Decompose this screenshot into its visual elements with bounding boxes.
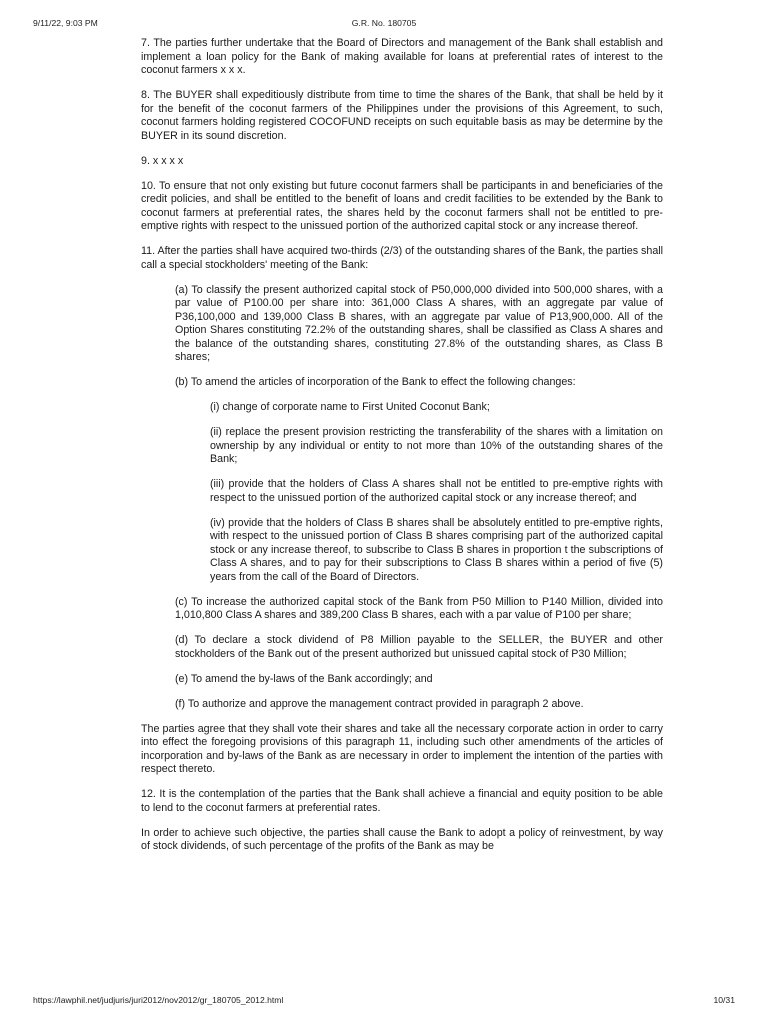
paragraph-8: 8. The BUYER shall expeditiously distribute from time to time the shares of the Bank, that shall be held by it for the benefit of the coconut farmers of the Philippines under the provisions of this Agreement, to such, coconut farmers holding registered COCOFUND receipts on such equitable basis as may be determine by the BUYER in its sound discretion. bbox=[141, 89, 663, 142]
print-datetime: 9/11/22, 9:03 PM bbox=[33, 18, 98, 28]
paragraph-11e: (e) To amend the by-laws of the Bank accordingly; and bbox=[175, 672, 433, 685]
paragraph-11b-i: (i) change of corporate name to First United Coconut Bank; bbox=[210, 401, 490, 413]
paragraph-11d: (d) To declare a stock dividend of P8 Million payable to the SELLER, the BUYER and other stockholders of the Bank out of the present authorized but unissued capital stock of P30 Million; bbox=[175, 634, 663, 660]
paragraph-agreement: The parties agree that they shall vote their shares and take all the necessary corporate action in order to carry into effect the foregoing provisions of this paragraph 11, including such other amendments of the articles of incorporation and by-laws of the Bank as are necessary in order to implement the intention of the parties with respect thereto. bbox=[141, 722, 663, 775]
print-footer bbox=[0, 992, 768, 1012]
paragraph-7: 7. The parties further undertake that the Board of Directors and management of the Bank shall establish and implement a loan policy for the Bank of making available for loans at preferential rates of interest to the coconut farmers x x x. bbox=[141, 37, 663, 76]
paragraph-10: 10. To ensure that not only existing but future coconut farmers shall be participants in and beneficiaries of the credit policies, and shall be entitled to the benefit of loans and credit facilities to be extended by the Bank to coconut farmers at preferential rates, the shares held by the coconut farmers shall not be entitled to pre-emptive rights with respect to the unissued portion of the authorized capital stock or any increase thereof. bbox=[141, 179, 663, 232]
paragraph-11f: (f) To authorize and approve the management contract provided in paragraph 2 above. bbox=[175, 697, 584, 710]
paragraph-11b-iii: (iii) provide that the holders of Class A shares shall not be entitled to pre-emptive rights with respect to the unissued portion of the authorized capital stock or any increase thereof; and bbox=[210, 478, 663, 504]
document-title: G.R. No. 180705 bbox=[351, 18, 417, 28]
paragraph-11b-ii: (ii) replace the present provision restricting the transferability of the shares with a limitation on ownership by any individual or entity to not more than 10% of the outstanding shares of the Bank; bbox=[210, 426, 663, 465]
page-number: 10/31 bbox=[713, 995, 735, 1005]
paragraph-11a: (a) To classify the present authorized capital stock of P50,000,000 divided into 500,000 shares, with a par value of P100.00 per share into: 361,000 Class A shares, with an aggregate par value of P36,100,000 and 139,000 Class B shares, with an aggregate par value of P13,900,000. All of the Option Shares constituting 72.2% of the outstanding shares, shall be classified as Class A shares and the balance of the outstanding shares, constituting 27.8% of the outstanding shares, as Class B shares; bbox=[175, 283, 663, 363]
paragraph-11c: (c) To increase the authorized capital stock of the Bank from P50 Million to P140 Million, divided into 1,010,800 Class A shares and 389,200 Class B shares, each with a par value of P100 per share; bbox=[175, 595, 663, 621]
paragraph-11: 11. After the parties shall have acquired two-thirds (2/3) of the outstanding shares of the Bank, the parties shall call a special stockholders' meeting of the Bank: bbox=[141, 245, 664, 271]
document-body bbox=[141, 37, 663, 865]
paragraph-12: 12. It is the contemplation of the parties that the Bank shall achieve a financial and equity position to be able to lend to the coconut farmers at preferential rates. bbox=[141, 788, 663, 814]
paragraph-11b: (b) To amend the articles of incorporation of the Bank to effect the following changes: bbox=[175, 376, 576, 388]
paragraph-reinvestment: In order to achieve such objective, the parties shall cause the Bank to adopt a policy of reinvestment, by way of stock dividends, of such percentage of the profits of the Bank as may be bbox=[141, 826, 663, 852]
paragraph-11b-iv: (iv) provide that the holders of Class B shares shall be absolutely entitled to pre-emptive rights, with respect to the unissued portion of Class B shares comprising part of the authorized capital stock or any increase thereof, to subscribe to Class B shares in proportion t the subscriptions of Class A shares, and to pay for their subscriptions to Class B shares within a period of five (5) years from the call of the Board of Directors. bbox=[210, 516, 663, 583]
source-url: https://lawphil.net/judjuris/juri2012/nov2012/gr_180705_2012.html bbox=[33, 995, 284, 1005]
paragraph-9: 9. x x x x bbox=[141, 154, 184, 167]
print-header bbox=[0, 0, 768, 28]
